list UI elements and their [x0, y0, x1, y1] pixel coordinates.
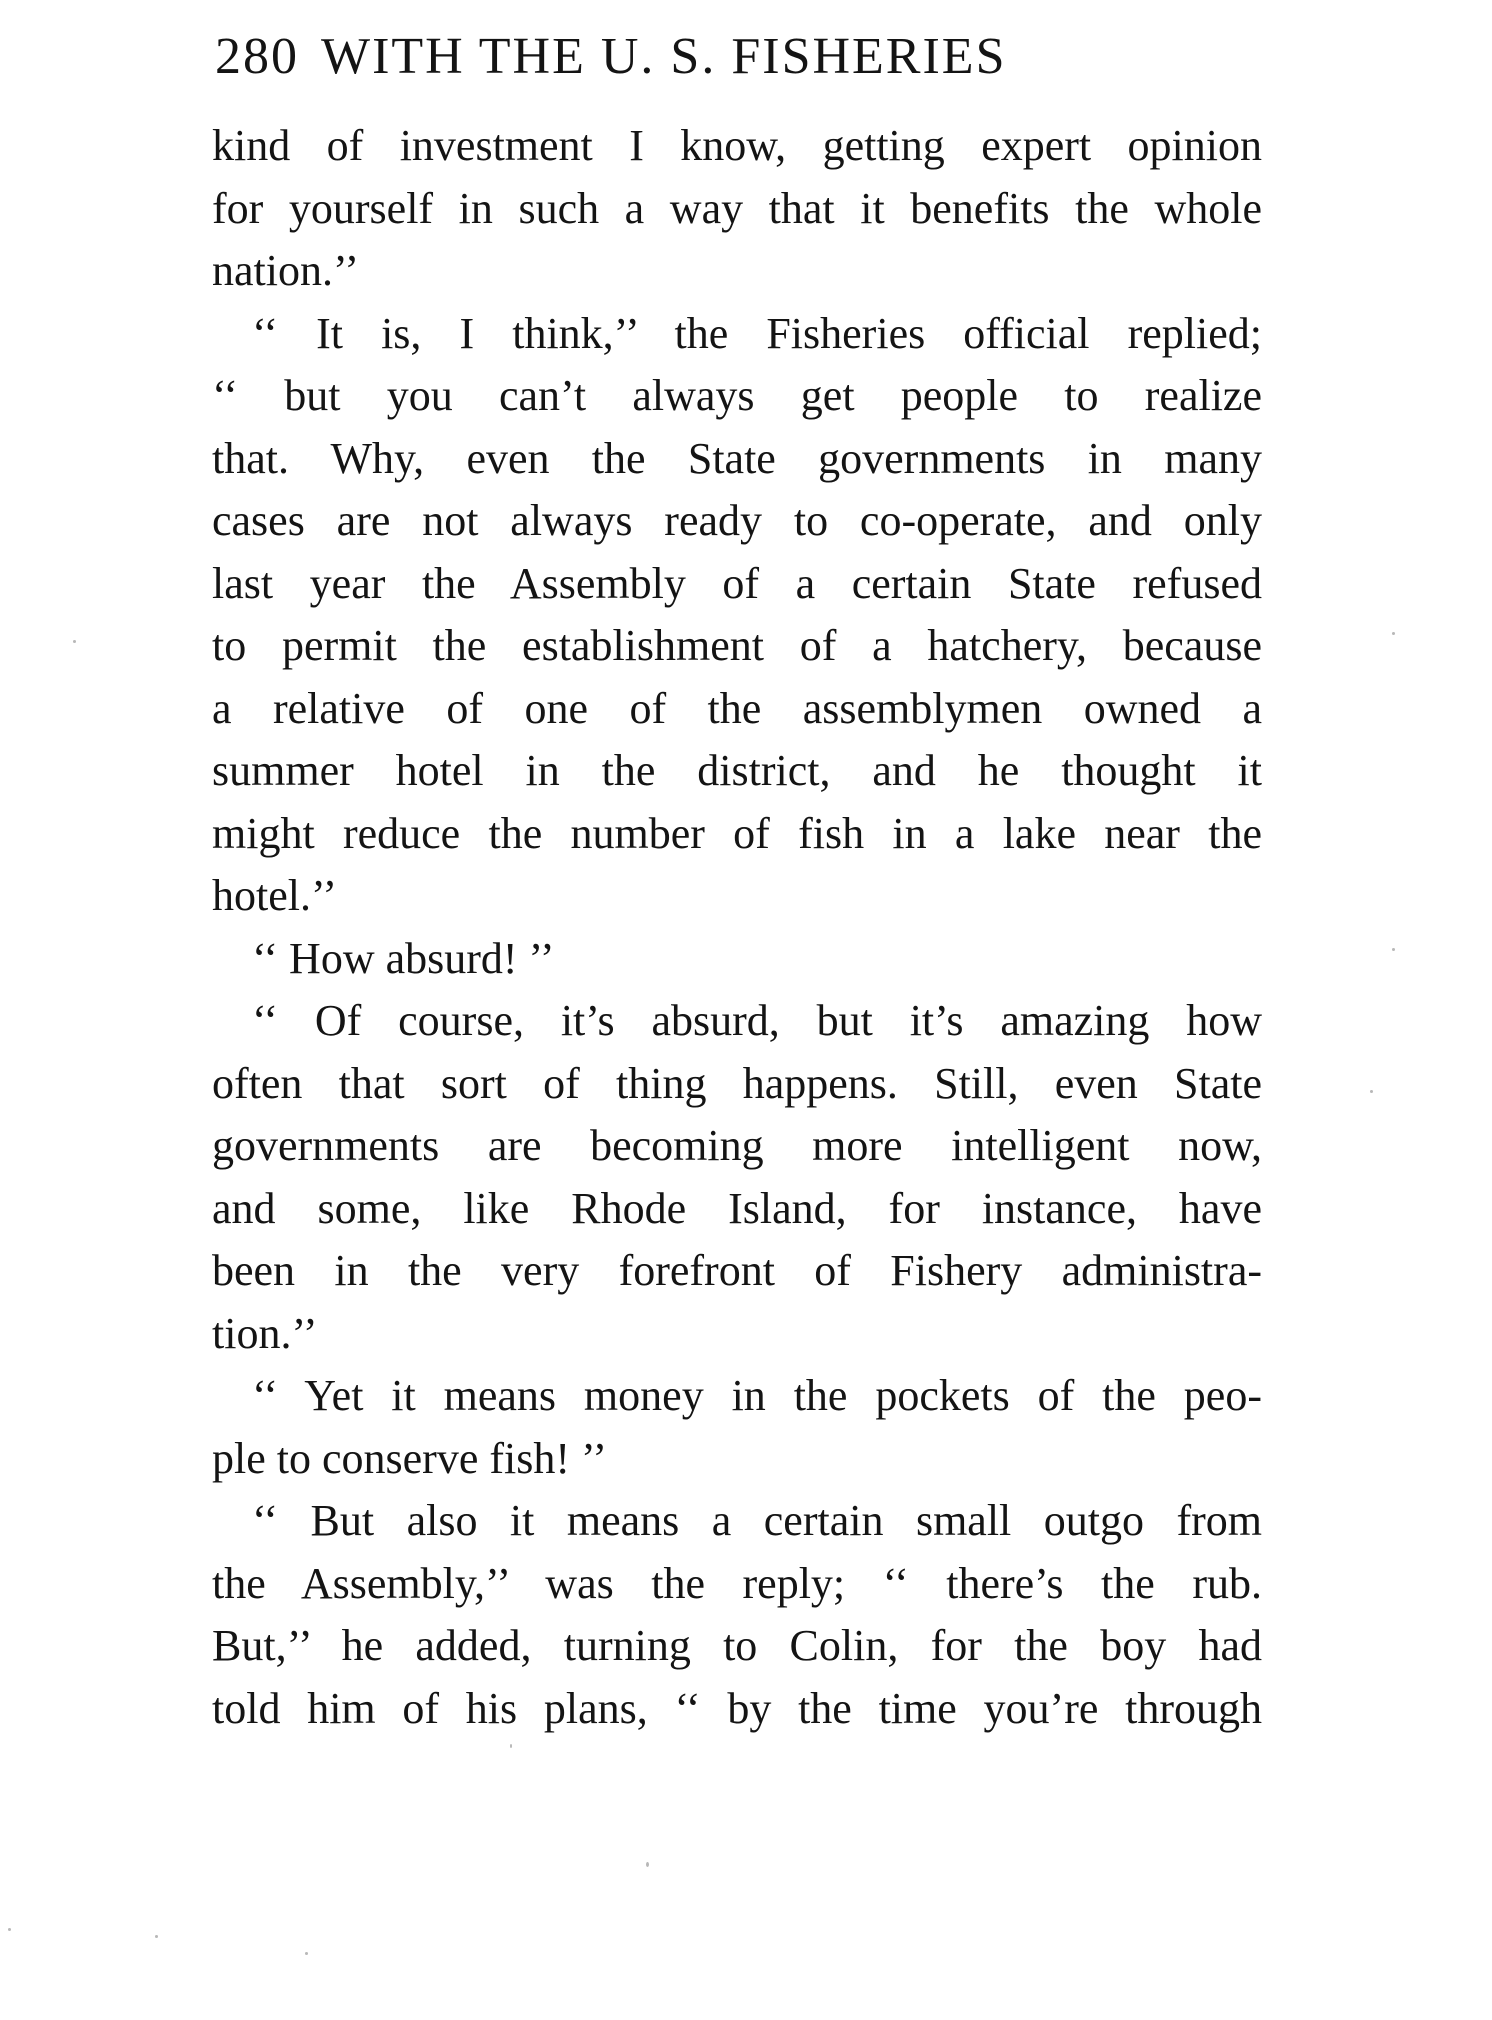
- page-number: 280: [215, 28, 299, 85]
- text-line: governments are becoming more intelligent now,: [212, 1121, 1262, 1170]
- text-line: ‘‘ but you can’t always get people to realize: [212, 371, 1262, 420]
- text-line: a relative of one of the assemblymen owned a: [212, 683, 1262, 733]
- text-line: tion.’’: [212, 1308, 318, 1358]
- text-line: hotel.’’: [212, 871, 338, 920]
- text-line: and some, like Rhode Island, for instance, have: [212, 1183, 1262, 1233]
- text-line: often that sort of thing happens. Still, even State: [212, 1058, 1262, 1108]
- text-line: to permit the establishment of a hatchery, because: [212, 621, 1262, 670]
- text-line: nation.’’: [212, 246, 360, 295]
- paper-speck: [510, 1744, 512, 1748]
- body-text: [212, 115, 1262, 1740]
- text-line: ‘‘ But also it means a certain small outgo from: [252, 1496, 1262, 1545]
- paper-speck: [155, 1935, 158, 1938]
- text-line: the Assembly,’’ was the reply; ‘‘ there’s the rub.: [212, 1558, 1262, 1608]
- text-line: ‘‘ How absurd! ’’: [252, 933, 555, 983]
- text-line: cases are not always ready to co-operate, and only: [212, 496, 1262, 545]
- paper-speck: [1392, 948, 1395, 951]
- paper-speck: [1370, 1090, 1373, 1093]
- text-line: might reduce the number of fish in a lake near the: [212, 808, 1262, 858]
- text-line: But,’’ he added, turning to Colin, for the boy had: [212, 1621, 1262, 1670]
- text-line: ‘‘ Yet it means money in the pockets of the peo-: [252, 1371, 1262, 1420]
- paper-speck: [8, 1928, 11, 1931]
- running-title: WITH THE U. S. FISHERIES: [321, 28, 1007, 85]
- text-line: told him of his plans, ‘‘ by the time you’re through: [212, 1683, 1262, 1733]
- text-line: summer hotel in the district, and he thought it: [212, 746, 1262, 795]
- paper-speck: [305, 1952, 308, 1955]
- text-line: ‘‘ It is, I think,’’ the Fisheries official replied;: [252, 308, 1262, 358]
- running-head: [215, 22, 1265, 92]
- text-line: for yourself in such a way that it benefits the whole: [212, 183, 1262, 233]
- text-line: kind of investment I know, getting expert opinion: [212, 121, 1262, 170]
- paper-speck: [646, 1862, 649, 1867]
- paper-speck: [73, 640, 76, 643]
- text-line: ‘‘ Of course, it’s absurd, but it’s amazing how: [252, 996, 1262, 1045]
- text-line: been in the very forefront of Fishery administra-: [212, 1246, 1262, 1295]
- text-line: last year the Assembly of a certain State refused: [212, 558, 1262, 608]
- text-line: that. Why, even the State governments in many: [212, 433, 1262, 483]
- text-line: ple to conserve fish! ’’: [212, 1433, 608, 1483]
- paper-speck: [1392, 632, 1395, 635]
